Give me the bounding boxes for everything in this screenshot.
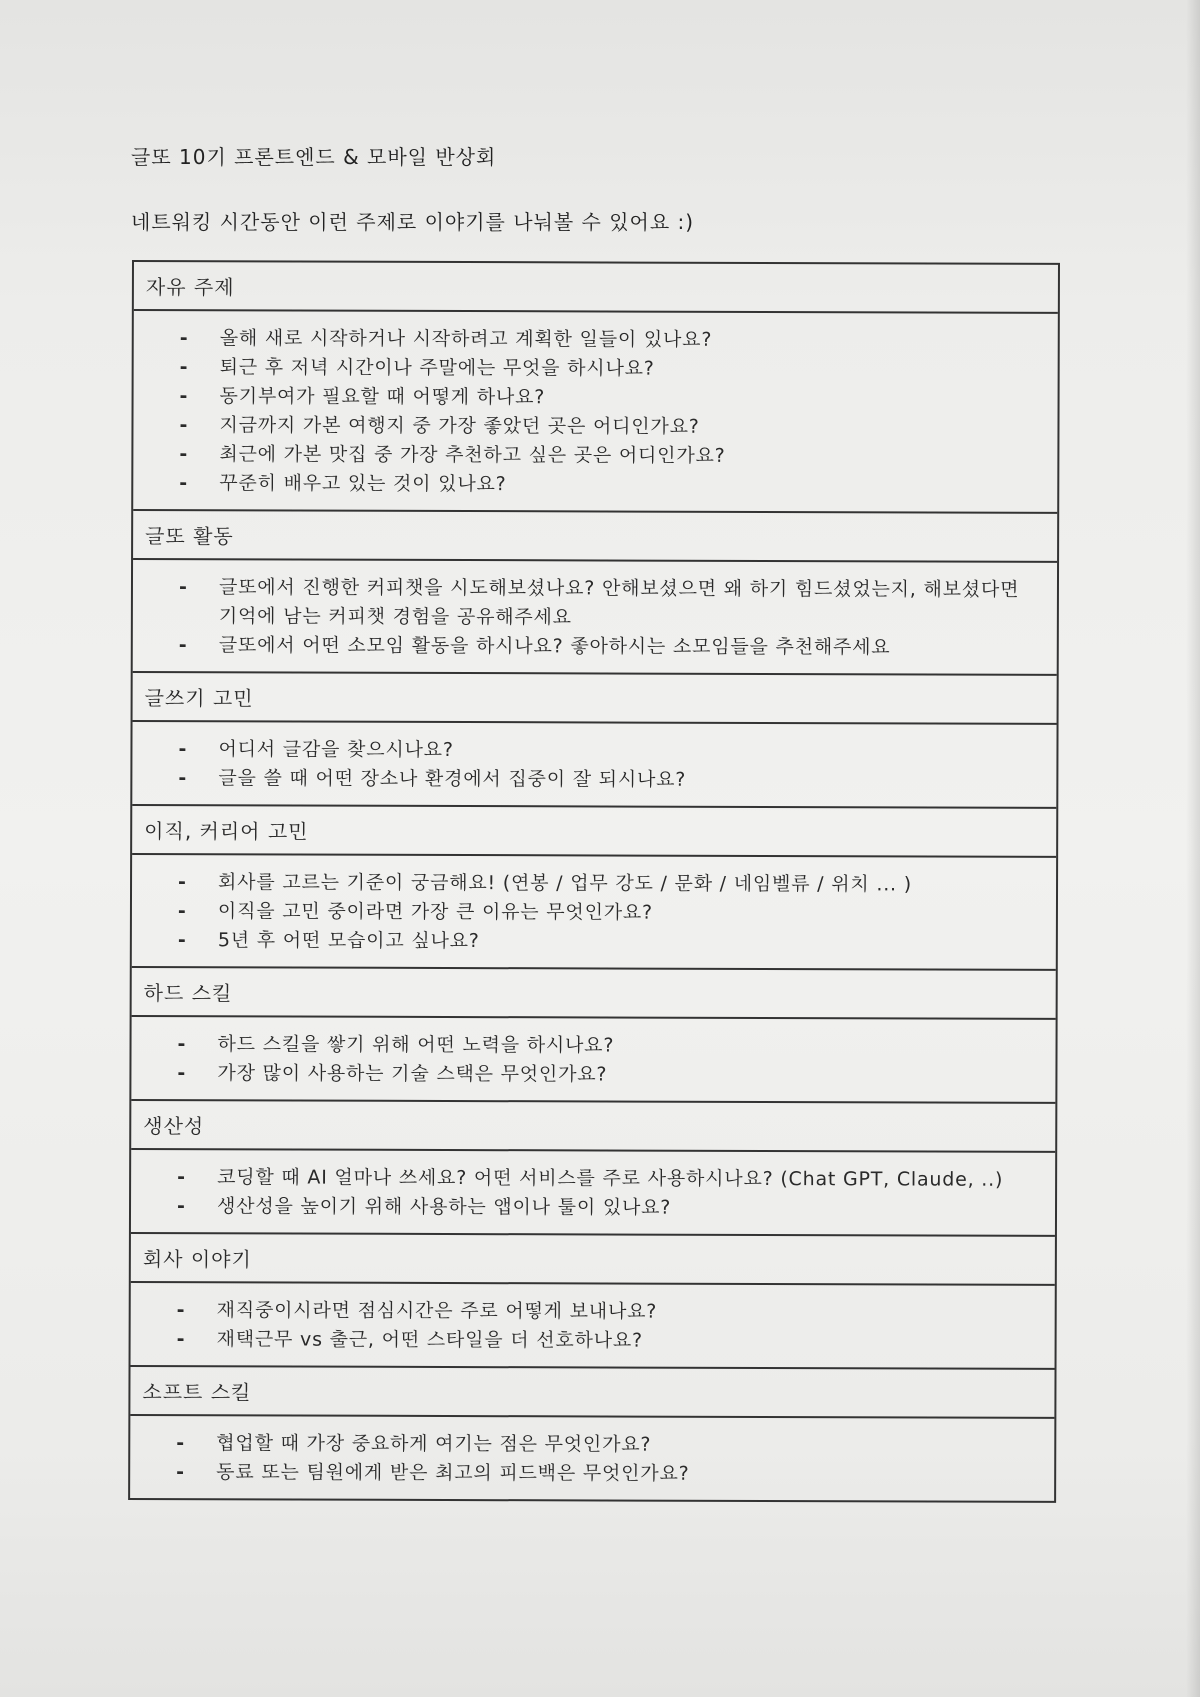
list-item-text: 재택근무 vs 출근, 어떤 스타일을 더 선호하나요? [216,1328,643,1352]
document-subtitle: 네트워킹 시간동안 이런 주제로 이야기를 나눠볼 수 있어요 :) [131,210,695,234]
section-header: 글또 활동 [133,511,1057,563]
dash-bullet: - [179,327,189,350]
section-body [132,855,1056,971]
list-item [177,1325,1043,1357]
dash-bullet: - [177,1033,187,1056]
list-item-text: 어디서 글감을 찾으시나요? [218,738,454,762]
list-item-text: 재직중이시라면 점심시간은 주로 어떻게 보내나요? [216,1299,658,1323]
dash-bullet: - [177,1062,187,1085]
list-item-text: 글을 쓸 때 어떤 장소나 환경에서 집중이 잘 되시나요? [218,767,687,791]
list-item [178,926,1044,958]
list-item [177,1192,1043,1224]
section-body [133,560,1057,676]
list-item-text: 동기부여가 필요할 때 어떻게 하나요? [219,385,546,409]
section-header: 자유 주제 [134,262,1058,314]
dash-bullet: - [178,738,188,761]
list-item [179,469,1045,501]
dash-bullet: - [177,929,187,952]
section-header: 하드 스킬 [132,968,1056,1020]
list-item-text: 지금까지 가본 여행지 중 가장 좋았던 곳은 어디인가요? [219,414,700,438]
list-item [177,1163,1043,1195]
section-header: 회사 이야기 [131,1234,1055,1286]
section-body [130,1416,1054,1501]
dash-bullet: - [178,634,188,657]
section-body [132,722,1056,809]
dash-bullet: - [178,576,188,599]
list-item-text: 하드 스킬을 쌓기 위해 어떤 노력을 하시나요? [217,1033,615,1057]
list-item [180,324,1046,356]
section-body [131,1017,1055,1104]
dash-bullet: - [176,1328,186,1351]
list-item-text: 글또에서 진행한 커피챗을 시도해보셨나요? 안해보셨으면 왜 하기 힘드셨었는지, 해보셨다면 기억에 남는 커피챗 경험을 공유해주세요 [218,576,1020,629]
section-body [133,311,1058,514]
dash-bullet: - [176,1299,186,1322]
dash-bullet: - [176,1461,185,1484]
list-item-text: 올해 새로 시작하거나 시작하려고 계획한 일들이 있나요? [219,327,713,351]
list-item [178,897,1044,929]
list-item [178,868,1044,900]
list-item [179,631,1045,663]
list-item-text: 가장 많이 사용하는 기술 스택은 무엇인가요? [217,1062,608,1086]
list-item-text: 코딩할 때 AI 얼마나 쓰세요? 어떤 서비스를 주로 사용하시나요? (Chat GPT, Claude, ..) [217,1166,1004,1191]
list-item [180,353,1046,385]
list-item [179,440,1045,472]
dash-bullet: - [178,767,188,790]
section-header: 이직, 커리어 고민 [132,806,1056,858]
section-body [131,1150,1055,1237]
section-header: 생산성 [131,1101,1055,1153]
list-item [180,382,1046,414]
topic-table [128,260,1060,1503]
list-item-text: 생산성을 높이기 위해 사용하는 앱이나 툴이 있나요? [216,1195,672,1219]
dash-bullet: - [179,472,189,495]
dash-bullet: - [179,443,189,466]
document-title: 글또 10기 프론트엔드 & 모바일 반상회 [131,145,497,169]
list-item-text: 꾸준히 배우고 있는 것이 있나요? [219,472,507,496]
list-item [178,764,1044,796]
dash-bullet: - [177,1166,186,1189]
list-item-text: 글또에서 어떤 소모임 활동을 하시나요? 좋아하시는 소모임들을 추천해주세요 [218,634,891,659]
list-item [177,1059,1043,1091]
dash-bullet: - [176,1195,186,1218]
list-item [176,1429,1042,1461]
dash-bullet: - [178,871,187,894]
dash-bullet: - [177,900,187,923]
list-item-text: 이직을 고민 중이라면 가장 큰 이유는 무엇인가요? [217,900,654,924]
list-item [177,1030,1043,1062]
paper-edge-shadow [1186,0,1200,1697]
list-item [177,1296,1043,1328]
list-item-text: 5년 후 어떤 모습이고 싶나요? [217,929,480,953]
dash-bullet: - [179,385,189,408]
dash-bullet: - [176,1432,186,1455]
section-body [131,1283,1055,1370]
section-header: 글쓰기 고민 [133,673,1057,725]
list-item [176,1458,1042,1490]
list-item [179,573,1045,634]
dash-bullet: - [179,414,189,437]
dash-bullet: - [179,356,189,379]
list-item-text: 동료 또는 팀원에게 받은 최고의 피드백은 무엇인가요? [216,1461,690,1485]
list-item-text: 최근에 가본 맛집 중 가장 추천하고 싶은 곳은 어디인가요? [219,443,726,467]
list-item-text: 협업할 때 가장 중요하게 여기는 점은 무엇인가요? [216,1432,652,1456]
list-item [178,735,1044,767]
list-item [179,411,1045,443]
section-header: 소프트 스킬 [130,1367,1054,1419]
list-item-text: 회사를 고르는 기준이 궁금해요! (연봉 / 업무 강도 / 문화 / 네임벨류 / 위치 ... ) [218,871,912,896]
list-item-text: 퇴근 후 저녁 시간이나 주말에는 무엇을 하시나요? [219,356,655,380]
